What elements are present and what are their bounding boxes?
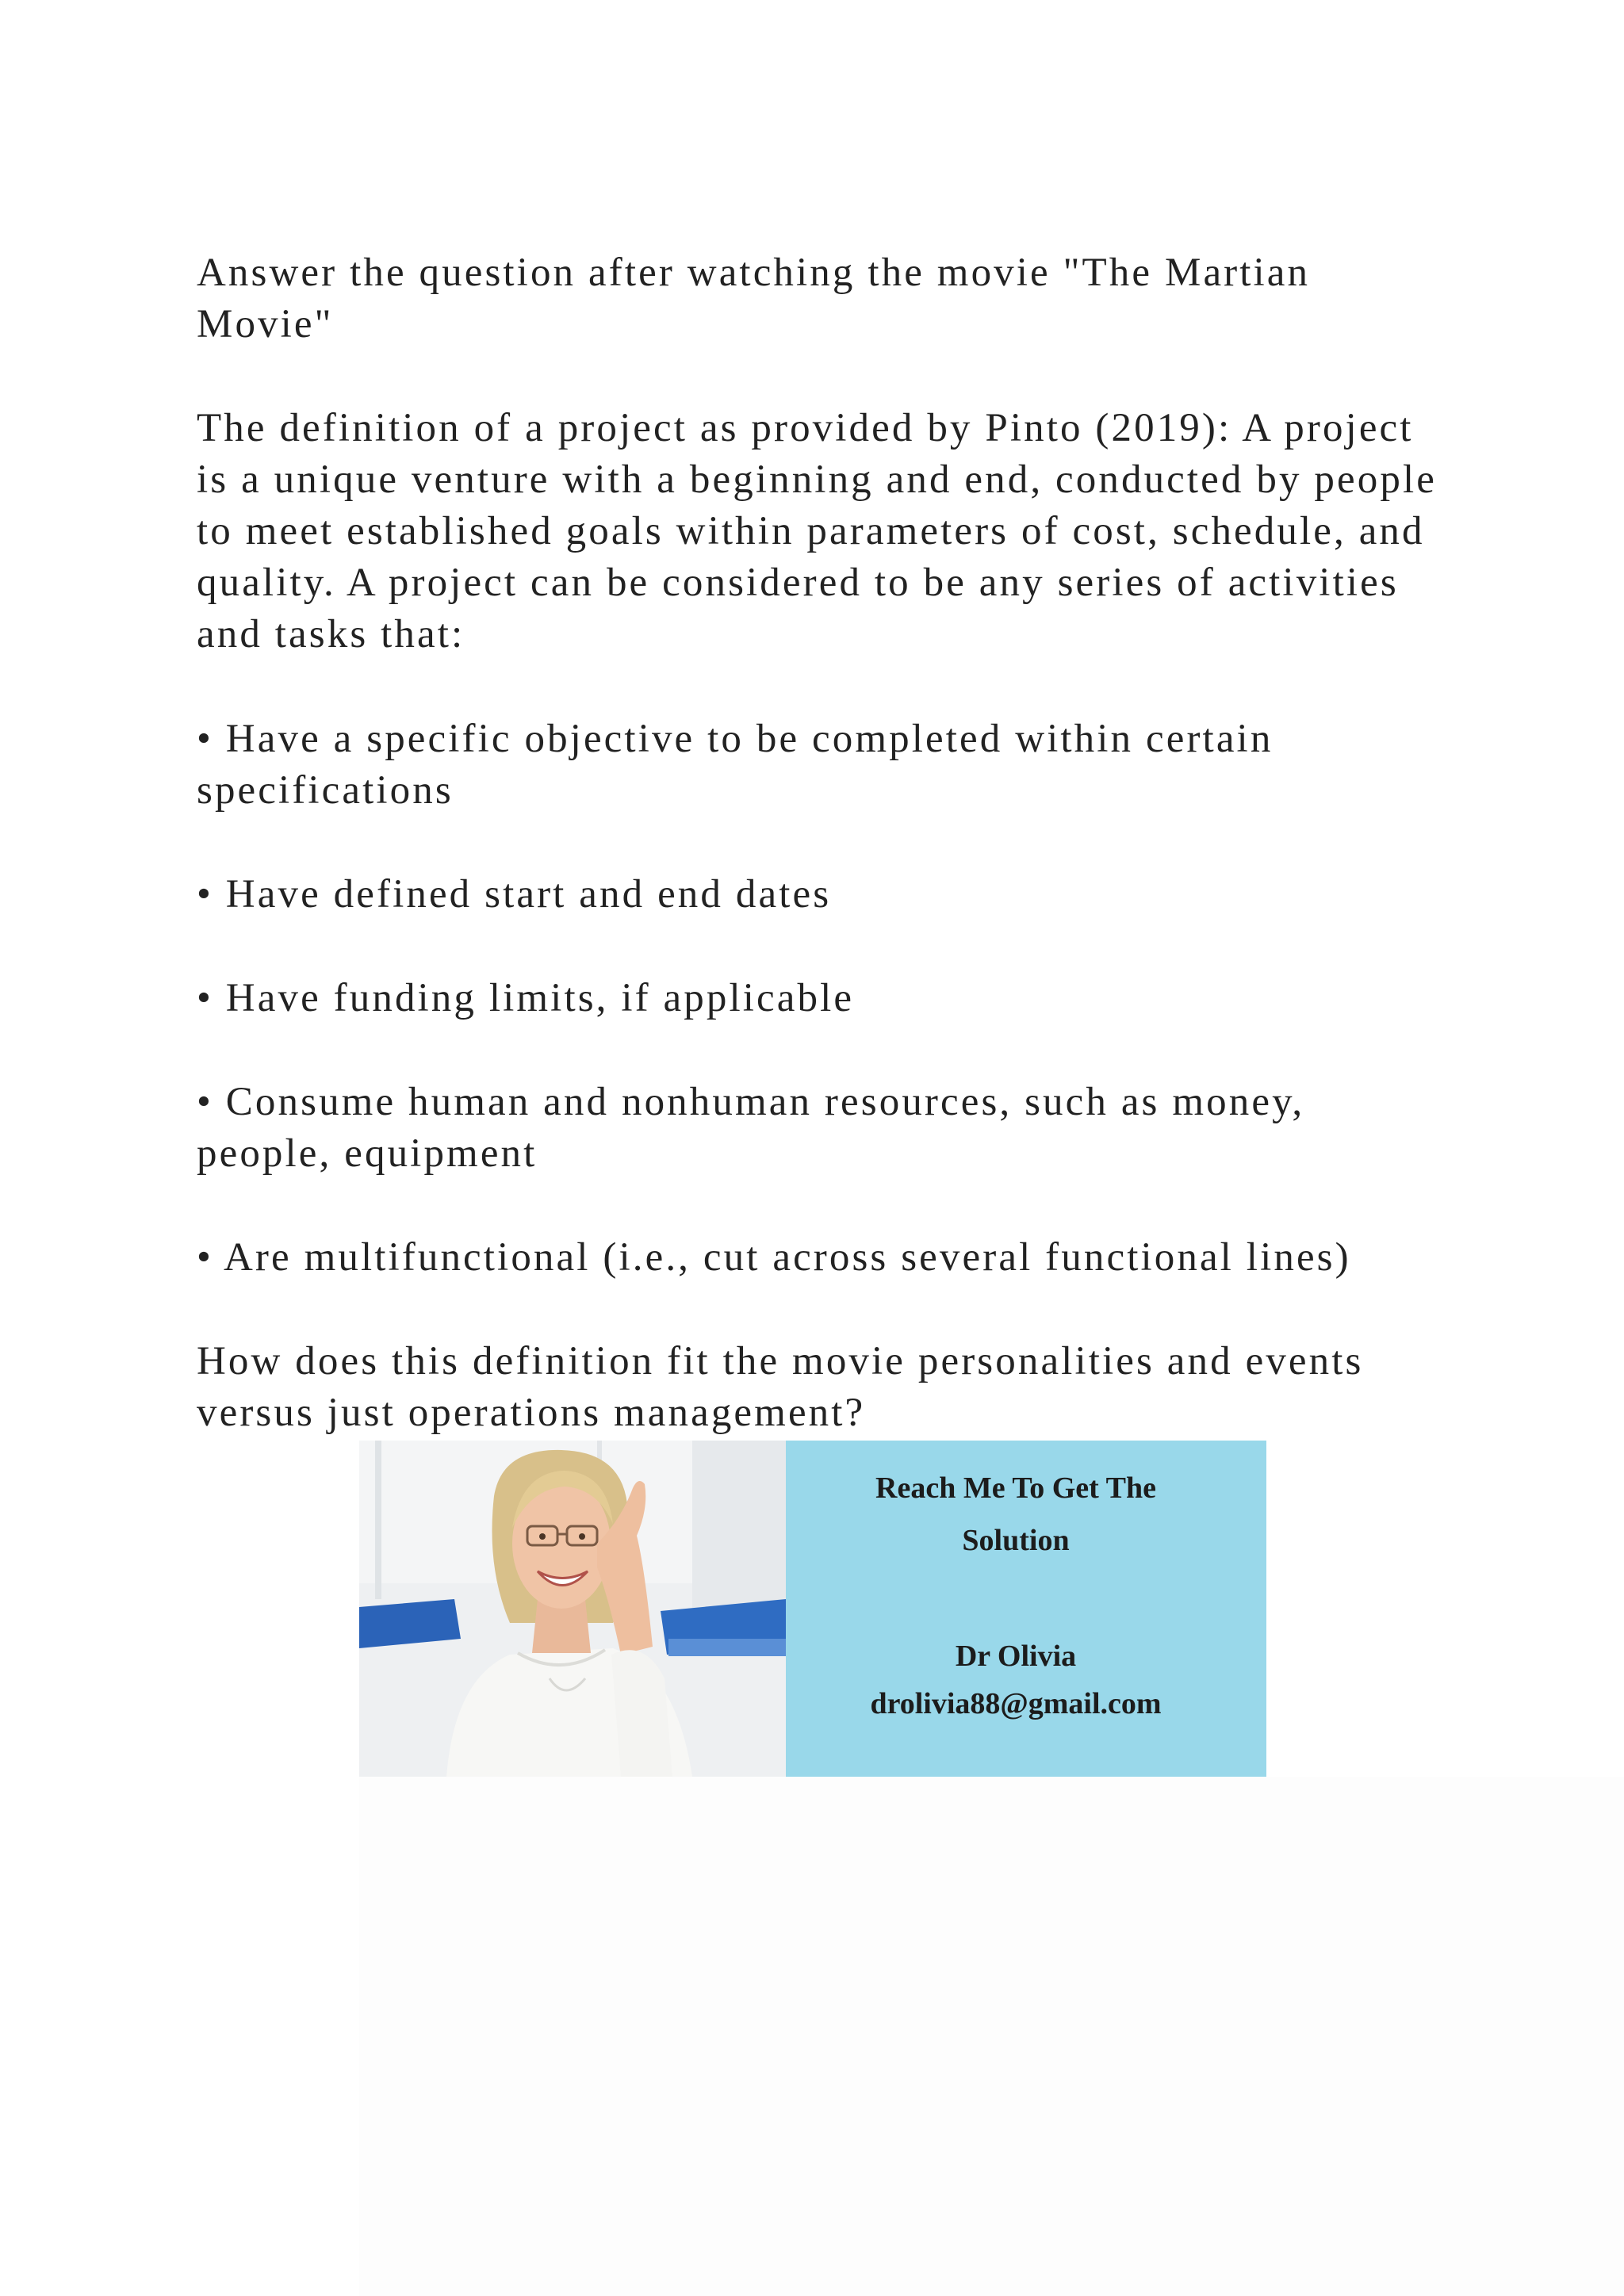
project-definition-paragraph: The definition of a project as provided by Pinto (2019): A project is a unique venture with a beginning and end, conducted by people to meet established goals within parameters of cost, schedule, and quality. A project can be considered to be any series of activities and tasks that: — [197, 406, 1437, 656]
promo-banner — [359, 1441, 1266, 1777]
contact-email: drolivia88@gmail.com — [870, 1687, 1162, 1720]
bullet-item: • Have defined start and end dates — [197, 872, 832, 916]
blank-area — [359, 1777, 1624, 2296]
bullet-item: • Are multifunctional (i.e., cut across several functional lines) — [197, 1235, 1351, 1280]
intro-instruction: Answer the question after watching the movie "The Martian Movie" — [197, 251, 1311, 346]
question-paragraph: How does this definition fit the movie personalities and events versus just operations management? — [197, 1339, 1364, 1435]
woman-photo — [359, 1441, 786, 1777]
bullet-item: • Have a specific objective to be completed within certain specifications — [197, 717, 1274, 813]
contact-panel — [786, 1441, 1266, 1777]
promo-headline-continued: Solution — [962, 1524, 1070, 1557]
promo-headline: Reach Me To Get The — [875, 1471, 1156, 1505]
contact-name: Dr Olivia — [955, 1640, 1077, 1673]
bullet-item: • Have funding limits, if applicable — [197, 976, 855, 1020]
bullet-item: • Consume human and nonhuman resources, such as money, people, equipment — [197, 1080, 1305, 1176]
